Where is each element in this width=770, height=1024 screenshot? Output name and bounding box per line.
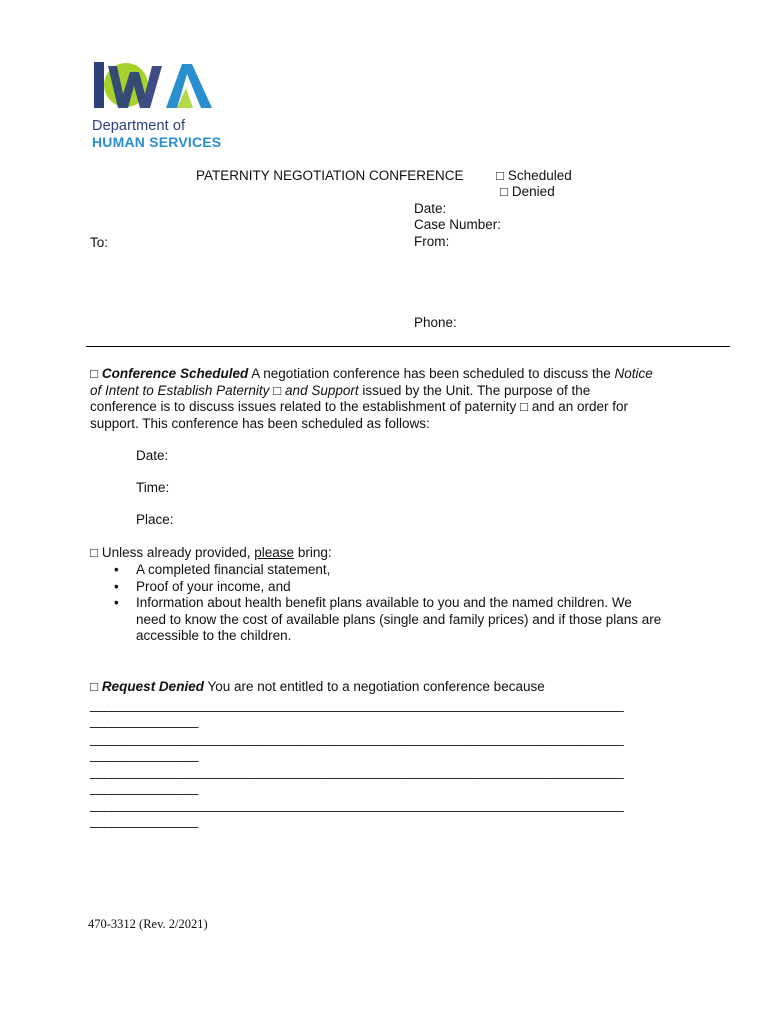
request-denied-checkbox[interactable]: □ [90,679,99,694]
conference-time-label: Time: [136,480,170,495]
reason-line[interactable]: __________________________________________________________________________ [90,731,624,746]
reason-line[interactable]: __________________________________________________________________________ [90,797,624,812]
phone-label: Phone: [414,315,457,330]
conference-scheduled-heading: Conference Scheduled [101,366,249,381]
denied-checkbox[interactable]: □ [500,184,509,199]
bullet-icon: • [114,562,119,577]
form-number: 470-3312 (Rev. 2/2021) [88,917,208,931]
reason-line[interactable]: __________________________________________________________________________ [90,764,624,779]
list-item-text: need to know the cost of available plans (single and family prices) and if those plans are [136,611,662,627]
support-checkbox[interactable]: □ [273,382,282,398]
reason-line[interactable]: _______________ [90,713,199,728]
bring-underlined-text: please [254,545,295,560]
scheduled-label: Scheduled [507,168,572,183]
logo-letter-i [94,62,104,108]
notice-title: and Support [285,382,359,398]
notice-title: of Intent to Establish Paternity [90,382,270,398]
paragraph-text: A negotiation conference has been scheduled to discuss the [251,366,611,381]
reason-line[interactable]: __________________________________________________________________________ [90,697,624,712]
date-label: Date: [414,201,447,216]
bullet-icon: • [114,578,119,594]
denied-label: Denied [511,184,555,199]
notice-title: Notice [614,366,653,381]
bring-statement [90,545,332,560]
list-item [110,595,690,645]
paragraph-text: and an order for [531,399,628,414]
conference-scheduled-paragraph [90,366,690,432]
divider [86,346,730,347]
conference-place-label: Place: [136,512,174,527]
list-item-text: accessible to the children. [136,628,292,643]
reason-line[interactable]: _______________ [90,813,199,828]
reason-line[interactable]: _______________ [90,747,199,762]
paragraph-text: issued by the Unit. The purpose of the [362,382,591,398]
logo-services-text: HUMAN SERVICES [92,134,222,150]
conference-date-label: Date: [136,448,169,463]
list-item [110,562,690,579]
request-denied-text: You are not entitled to a negotiation conference because [207,679,545,694]
request-denied-heading: Request Denied [101,679,204,694]
logo-department-text: Department of [92,118,186,134]
bring-text: bring: [297,545,332,560]
list-item-text: Proof of your income, and [136,578,291,594]
bring-list [110,562,690,645]
from-label: From: [414,234,450,249]
list-item-text: Information about health benefit plans available to you and the named children. We [136,595,632,610]
scheduled-checkbox[interactable]: □ [496,168,505,183]
bring-checkbox[interactable]: □ [90,545,99,560]
conference-scheduled-checkbox[interactable]: □ [90,366,99,381]
list-item [110,579,690,596]
denied-option[interactable] [500,184,555,199]
case-number-label: Case Number: [414,217,502,232]
scheduled-option[interactable] [496,168,572,183]
paternity-checkbox[interactable]: □ [520,399,529,414]
bullet-icon: • [114,595,119,610]
bring-text: Unless already provided, [101,545,251,560]
paragraph-text: support. This conference has been scheduled as follows: [90,415,430,431]
reason-line[interactable]: _______________ [90,780,199,795]
paragraph-text: conference is to discuss issues related to the establishment of paternity [90,399,517,414]
to-label: To: [90,235,109,250]
request-denied-statement [90,679,545,694]
form-title: PATERNITY NEGOTIATION CONFERENCE [196,168,464,183]
list-item-text: A completed financial statement, [136,562,331,577]
